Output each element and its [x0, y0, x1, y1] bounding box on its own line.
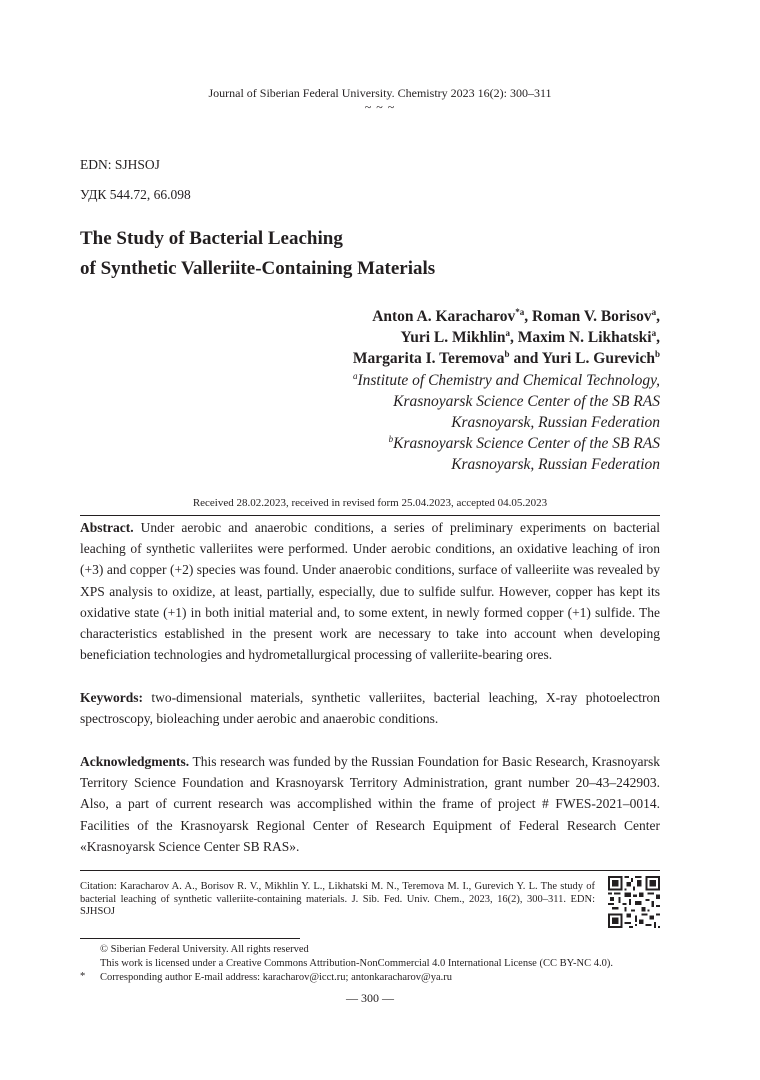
license-notice: This work is licensed under a Creative Commons Attribution-NonCommercial 4.0 International License (CC BY-NC 4.0).: [100, 958, 613, 969]
author-line-2: Yuri L. Mikhlin$^a$, Maxim N. Likhatski$^a$,: [400, 327, 660, 346]
keywords: Keywords: two-dimensional materials, synthetic valleriites, bacterial leaching, X-ray photoelectron spectroscopy, bioleaching under aerobic and anaerobic conditions.: [80, 690, 660, 727]
header-ornament: ~ ~ ~: [364, 100, 396, 114]
abstract-divider: [80, 515, 660, 516]
author-list: [353, 306, 660, 369]
affiliations: [353, 370, 660, 475]
footnote-divider: [80, 938, 300, 939]
affiliation-a-line-3: Krasnoyarsk, Russian Federation: [451, 414, 660, 431]
affiliation-a-line-1: $^a$Institute of Chemistry and Chemical Technology,: [352, 370, 660, 389]
title-line-2: of Synthetic Valleriite-Containing Materials: [80, 258, 436, 279]
qr-code-icon: [608, 876, 660, 928]
citation-divider: [80, 870, 660, 871]
citation: Citation: Karacharov A. A., Borisov R. V., Mikhlin Y. L., Likhatski M. N., Teremova M. I., Gurevich Y. L. The study of bacterial leaching of synthetic valleriite-containing materials. J. Sib. Fed. Univ. Chem., 2023, 16(2), 300–311. EDN: SJHSOJ: [80, 881, 595, 917]
article-title: [80, 224, 435, 284]
author-line-3: Margarita I. Teremova$^b$ and Yuri L. Gurevich$^b$: [352, 348, 660, 367]
abstract: Abstract. Under aerobic and anaerobic conditions, a series of preliminary experiments on bacterial leaching of synthetic valleriites were performed. Under aerobic conditions, an oxidative leaching of iron (+3) and copper (+2) species was found. Under anaerobic conditions, surface of valleeriite was revealed by XPS analysis to oxidize, at least, partially, especially, due to sulfide sulfur. However, copper has kept its oxidative state (+1) in both initial material and, to some extent, in newly formed copper (+1) sulfide. The characteristics established in the present work are necessary to take into account when developing beneficiation technologies and hydrometallurgical processing of valleriite-bearing ores.: [80, 520, 660, 663]
author-line-1: Anton A. Karacharov$^{*a}$, Roman V. Borisov$^a$,: [372, 306, 660, 325]
affiliation-b-line-1: $^b$Krasnoyarsk Science Center of the SB RAS: [388, 433, 660, 452]
journal-header: Journal of Siberian Federal University. Chemistry 2023 16(2): 300–311: [208, 86, 552, 100]
affiliation-a-line-2: Krasnoyarsk Science Center of the SB RAS: [393, 393, 660, 410]
received-dates: Received 28.02.2023, received in revised form 25.04.2023, accepted 04.05.2023: [192, 497, 548, 509]
corresponding-author: Corresponding author E-mail address: karacharov@icct.ru; antonkaracharov@ya.ru: [100, 972, 453, 983]
footnote-mark: *: [80, 971, 86, 982]
edn-code: EDN: SJHSOJ: [80, 157, 160, 172]
title-line-1: The Study of Bacterial Leaching: [80, 228, 343, 249]
copyright-notice: © Siberian Federal University. All rights reserved: [100, 944, 309, 955]
udk-code: УДК 544.72, 66.098: [80, 187, 191, 202]
page-number: — 300 —: [346, 991, 394, 1005]
acknowledgments: Acknowledgments. This research was funded by the Russian Foundation for Basic Research, Krasnoyarsk Territory Science Foundation and Krasnoyarsk Territory Administration, grant number 20–43–242903. Also, a part of current research was accomplished within the frame of project # FWES-2021–0014. Facilities of the Krasnoyarsk Regional Center of Research Equipment of Federal Research Center «Krasnoyarsk Science Center SB RAS».: [80, 754, 660, 854]
affiliation-b-line-2: Krasnoyarsk, Russian Federation: [451, 456, 660, 473]
